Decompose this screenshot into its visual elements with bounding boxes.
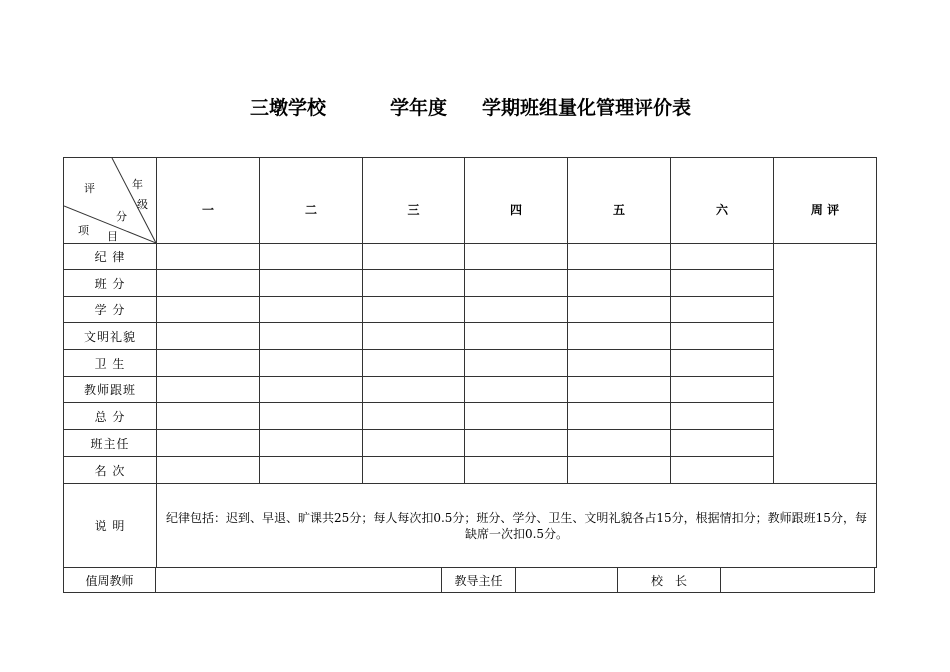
score-cell — [260, 430, 363, 457]
score-cell — [260, 297, 363, 323]
corner-cell — [64, 158, 157, 244]
corner-mu: 目 — [107, 230, 118, 243]
corner-xiang: 项 — [78, 224, 89, 237]
score-cell — [260, 244, 363, 270]
score-cell — [260, 457, 363, 484]
score-cell — [157, 270, 260, 297]
score-cell — [671, 270, 774, 297]
score-cell — [568, 377, 671, 403]
score-cell — [568, 270, 671, 297]
note-row — [64, 484, 877, 568]
score-cell — [671, 377, 774, 403]
score-cell — [671, 403, 774, 430]
title-main: 学期班组量化管理评价表 — [482, 97, 692, 119]
score-cell — [568, 297, 671, 323]
header-row — [64, 158, 877, 244]
note-label: 说 明 — [64, 484, 157, 568]
score-cell — [568, 430, 671, 457]
score-cell — [157, 430, 260, 457]
score-cell — [568, 244, 671, 270]
row-label: 教师跟班 — [64, 377, 157, 403]
table-row — [64, 350, 877, 377]
weekly-header: 周 评 — [774, 158, 877, 244]
table-row — [64, 323, 877, 350]
score-cell — [260, 323, 363, 350]
row-label: 名 次 — [64, 457, 157, 484]
table-row — [64, 270, 877, 297]
weekly-cell — [774, 244, 877, 484]
score-cell — [260, 403, 363, 430]
director-label: 教导主任 — [442, 568, 516, 593]
score-cell — [157, 350, 260, 377]
score-cell — [363, 350, 465, 377]
score-cell — [260, 270, 363, 297]
score-cell — [568, 457, 671, 484]
duty-teacher-label: 值周教师 — [64, 568, 156, 593]
principal-label: 校 长 — [618, 568, 721, 593]
grade-3-header: 三 — [363, 158, 465, 244]
score-cell — [671, 297, 774, 323]
score-cell — [671, 323, 774, 350]
score-cell — [157, 377, 260, 403]
score-cell — [363, 430, 465, 457]
score-cell — [157, 297, 260, 323]
score-cell — [465, 297, 568, 323]
row-label: 总 分 — [64, 403, 157, 430]
score-cell — [465, 377, 568, 403]
row-label: 班 分 — [64, 270, 157, 297]
duty-teacher-field — [156, 568, 442, 593]
score-cell — [363, 457, 465, 484]
score-cell — [465, 457, 568, 484]
corner-ji: 级 — [137, 198, 148, 211]
score-cell — [465, 350, 568, 377]
score-cell — [671, 244, 774, 270]
score-cell — [363, 244, 465, 270]
score-cell — [157, 457, 260, 484]
corner-ping: 评 — [84, 182, 95, 195]
title-school: 三墩学校 — [250, 97, 327, 119]
score-cell — [363, 377, 465, 403]
table-row — [64, 244, 877, 270]
row-label: 卫 生 — [64, 350, 157, 377]
corner-nian: 年 — [132, 178, 143, 191]
grade-4-header: 四 — [465, 158, 568, 244]
score-cell — [465, 270, 568, 297]
principal-field — [721, 568, 875, 593]
score-cell — [363, 297, 465, 323]
row-label: 纪 律 — [64, 244, 157, 270]
table-row — [64, 403, 877, 430]
score-cell — [568, 350, 671, 377]
corner-fen: 分 — [116, 210, 127, 223]
score-cell — [671, 350, 774, 377]
score-cell — [465, 323, 568, 350]
grade-2-header: 二 — [260, 158, 363, 244]
score-cell — [363, 323, 465, 350]
score-cell — [363, 403, 465, 430]
grade-5-header: 五 — [568, 158, 671, 244]
table-row — [64, 430, 877, 457]
score-cell — [671, 430, 774, 457]
grade-1-header: 一 — [157, 158, 260, 244]
score-cell — [260, 350, 363, 377]
score-cell — [671, 457, 774, 484]
table-row — [64, 457, 877, 484]
score-cell — [465, 244, 568, 270]
grade-6-header: 六 — [671, 158, 774, 244]
evaluation-table — [63, 157, 877, 568]
row-label: 文明礼貌 — [64, 323, 157, 350]
signature-table — [63, 567, 875, 593]
row-label: 学 分 — [64, 297, 157, 323]
score-cell — [465, 403, 568, 430]
score-cell — [363, 270, 465, 297]
score-cell — [157, 244, 260, 270]
note-text: 纪律包括：迟到、早退、旷课共25分；每人每次扣0.5分；班分、学分、卫生、文明礼貌各占15分，根据情扣分；教师跟班15分，每缺席一次扣0.5分。 — [157, 484, 877, 568]
score-cell — [568, 323, 671, 350]
table-row — [64, 377, 877, 403]
score-cell — [157, 323, 260, 350]
table-row — [64, 297, 877, 323]
score-cell — [157, 403, 260, 430]
row-label: 班主任 — [64, 430, 157, 457]
title-year: 学年度 — [390, 97, 448, 119]
score-cell — [260, 377, 363, 403]
signature-row — [64, 568, 875, 593]
score-cell — [465, 430, 568, 457]
score-cell — [568, 403, 671, 430]
director-field — [516, 568, 618, 593]
